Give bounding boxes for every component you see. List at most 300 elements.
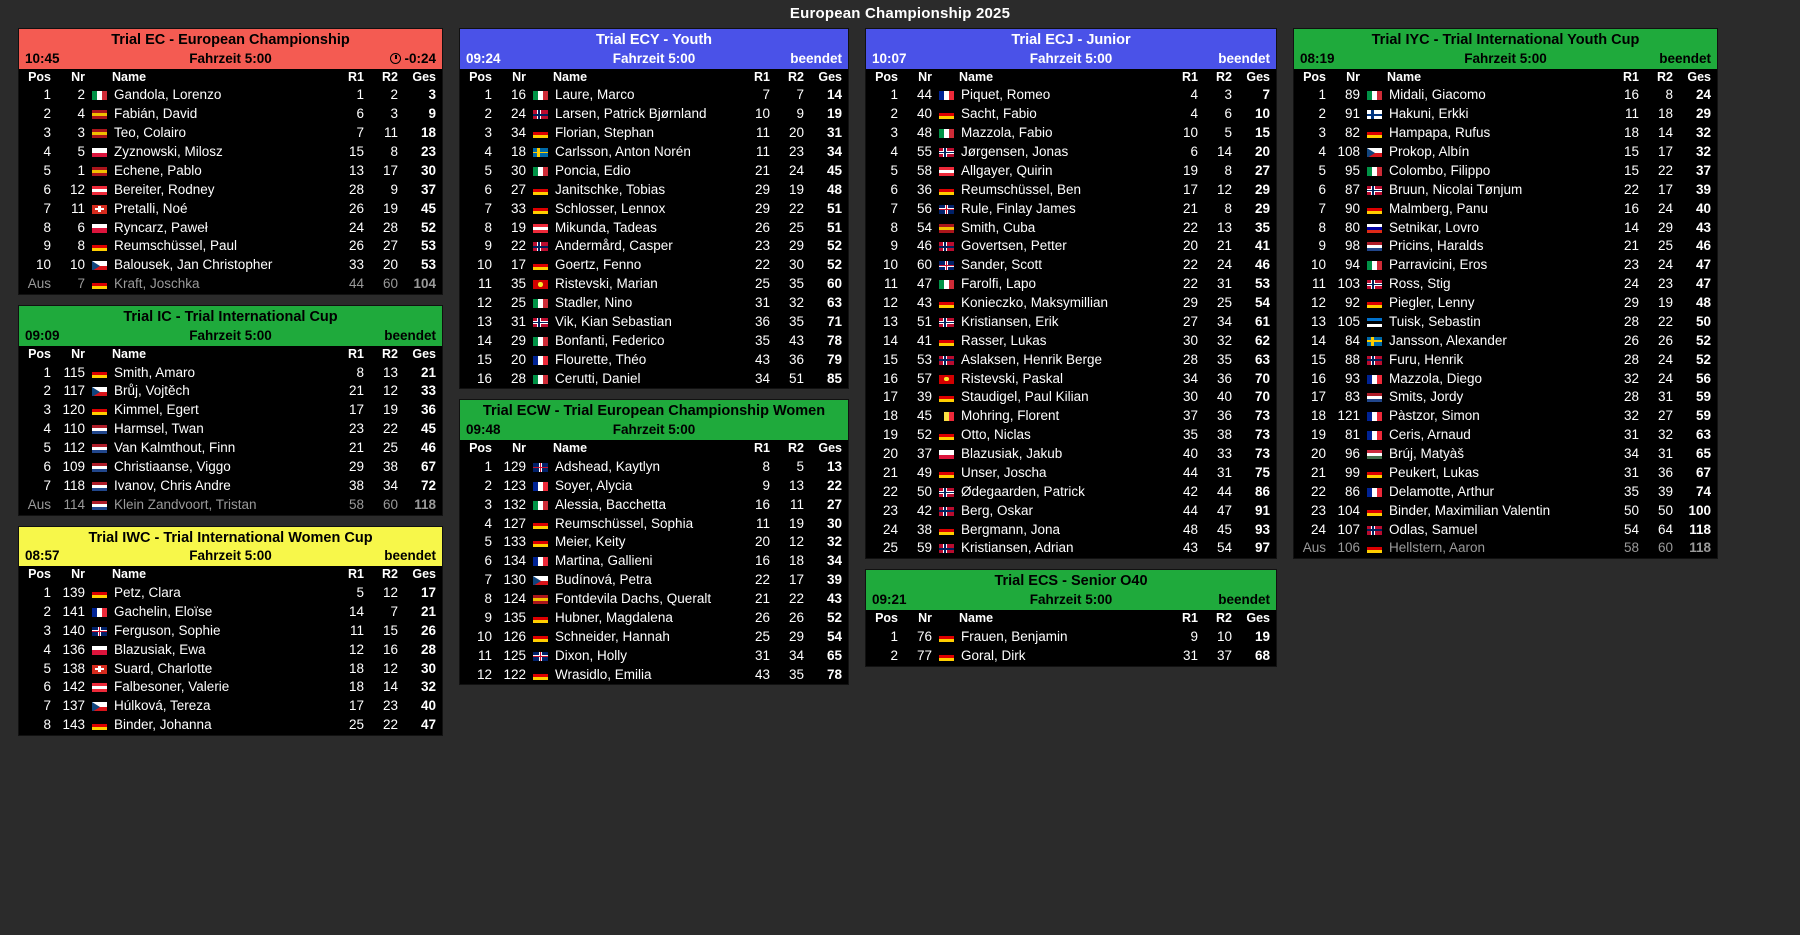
cell-name: Ceris, Arnaud [1389, 427, 1471, 443]
table-row [19, 439, 442, 458]
cell-flag [89, 678, 110, 697]
cell-nr: 143 [62, 717, 85, 733]
cell-nr: 59 [916, 540, 932, 556]
cell-nr: 104 [1337, 502, 1360, 518]
col-header-r2: R2 [382, 346, 398, 361]
flag-icon-fin [1366, 109, 1383, 120]
flag-icon-ger [91, 720, 108, 731]
flag-icon-ita [532, 166, 549, 177]
col-header-r2: R2 [382, 567, 398, 582]
start-time: 09:24 [466, 50, 501, 66]
cell-name: Govertsen, Petter [961, 238, 1067, 254]
panel-trial-ec [18, 28, 443, 295]
cell-r2: 60 [1657, 540, 1673, 556]
cell-nr: 35 [510, 276, 526, 292]
cell-r2: 7 [390, 603, 398, 619]
cell-name: Brúj, Matyàš [1389, 446, 1465, 462]
cell-name: Budínová, Petra [555, 572, 652, 588]
cell-pos: 3 [484, 125, 492, 141]
cell-r1: 31 [754, 295, 770, 311]
cell-ges: 60 [826, 276, 842, 292]
cell-ges: 26 [420, 622, 436, 638]
cell-name: Klein Zandvoort, Tristan [114, 496, 257, 512]
panel-title: Trial EC - European Championship [111, 32, 350, 48]
flag-icon-fra [532, 481, 549, 492]
cell-r1: 16 [754, 553, 770, 569]
cell-pos: 2 [1318, 106, 1326, 122]
cell-flag [936, 539, 957, 558]
cell-flag [530, 143, 551, 162]
table-row [460, 666, 848, 685]
cell-r1: 21 [1623, 238, 1639, 254]
col-header-r1: R1 [754, 441, 770, 456]
cell-flag [936, 200, 957, 219]
cell-r2: 37 [1216, 647, 1232, 663]
cell-flag [530, 458, 551, 477]
cell-name: Echene, Pablo [114, 162, 202, 178]
cell-ges: 21 [420, 364, 436, 380]
cell-r2: 22 [788, 200, 804, 216]
table-row [460, 370, 848, 389]
flag-icon-aut [938, 166, 955, 177]
cell-name: Colombo, Filippo [1389, 162, 1491, 178]
cell-r2: 34 [1216, 313, 1232, 329]
cell-r1: 35 [1182, 427, 1198, 443]
cell-r2: 36 [1216, 370, 1232, 386]
table-header-row [866, 69, 1276, 87]
cell-nr: 76 [916, 628, 932, 644]
cell-r1: 21 [1182, 200, 1198, 216]
col-header-ges: Ges [412, 567, 436, 582]
cell-r2: 19 [382, 200, 398, 216]
col-header-r2: R2 [382, 69, 398, 84]
cell-flag [89, 622, 110, 641]
cell-pos: 8 [43, 219, 51, 235]
cell-ges: 61 [1254, 313, 1270, 329]
cell-flag [89, 219, 110, 238]
cell-r2: 34 [788, 647, 804, 663]
cell-pos: 5 [43, 162, 51, 178]
col-header-name: Name [112, 346, 147, 361]
cell-nr: 55 [916, 144, 932, 160]
cell-r1: 11 [349, 622, 364, 638]
table-row [866, 483, 1276, 502]
cell-r1: 23 [754, 238, 770, 254]
cell-pos: 12 [476, 666, 492, 682]
cell-flag [1364, 275, 1385, 294]
flag-icon-fra [532, 556, 549, 567]
flag-icon-aut [91, 682, 108, 693]
cell-pos: 4 [484, 144, 492, 160]
results-table [866, 610, 1276, 665]
table-row [1294, 464, 1717, 483]
col-header-pos: Pos [469, 69, 492, 84]
results-table [19, 566, 442, 735]
cell-nr: 46 [916, 238, 932, 254]
table-row [460, 628, 848, 647]
flag-icon-fra [1366, 487, 1383, 498]
table-row [460, 219, 848, 238]
flag-icon-ita [1366, 260, 1383, 271]
cell-flag [89, 124, 110, 143]
cell-ges: 43 [1695, 219, 1711, 235]
cell-r1: 26 [754, 219, 770, 235]
cell-r2: 35 [788, 276, 804, 292]
cell-nr: 80 [1344, 219, 1360, 235]
cell-flag [936, 105, 957, 124]
cell-ges: 63 [1695, 427, 1711, 443]
table-row [1294, 426, 1717, 445]
cell-flag [1364, 521, 1385, 540]
cell-pos: 18 [882, 408, 898, 424]
flag-icon-nor [938, 543, 955, 554]
cell-name: Larsen, Patrick Bjørnland [555, 106, 707, 122]
cell-flag [530, 590, 551, 609]
cell-pos: 19 [882, 427, 898, 443]
flag-icon-gbr [91, 626, 108, 637]
cell-ges: 53 [420, 257, 436, 273]
cell-nr: 17 [510, 257, 526, 273]
cell-r1: 26 [348, 238, 364, 254]
col-header-ges: Ges [818, 441, 842, 456]
flag-icon-ned [1366, 392, 1383, 403]
cell-r2: 3 [1224, 87, 1232, 103]
col-header-r2: R2 [1216, 611, 1232, 626]
cell-ges: 29 [1695, 106, 1711, 122]
cell-nr: 47 [916, 276, 932, 292]
results-board [0, 28, 1800, 736]
cell-pos: 6 [484, 553, 492, 569]
table-row [460, 332, 848, 351]
cell-name: Schneider, Hannah [555, 628, 670, 644]
flag-icon-ita [532, 500, 549, 511]
cell-r2: 23 [382, 698, 398, 714]
cell-ges: 28 [420, 641, 436, 657]
cell-flag [936, 143, 957, 162]
cell-nr: 41 [916, 332, 932, 348]
flag-icon-ita [938, 279, 955, 290]
cell-r2: 35 [1216, 351, 1232, 367]
cell-ges: 73 [1254, 427, 1270, 443]
cell-ges: 71 [826, 313, 842, 329]
cell-nr: 48 [916, 125, 932, 141]
cell-r1: 33 [348, 257, 364, 273]
cell-name: Christiaanse, Viggo [114, 458, 231, 474]
cell-name: Petz, Clara [114, 585, 181, 601]
cell-pos: 24 [1310, 521, 1326, 537]
cell-r2: 19 [788, 181, 804, 197]
cell-pos: 2 [43, 383, 51, 399]
cell-pos: 13 [882, 313, 898, 329]
cell-name: Tuisk, Sebastin [1389, 313, 1481, 329]
flag-icon-fra [1366, 374, 1383, 385]
cell-pos: 20 [882, 446, 898, 462]
cell-r1: 17 [348, 402, 364, 418]
panel-slot-trial-ic [18, 305, 443, 515]
cell-r2: 8 [1224, 162, 1232, 178]
start-time: 09:48 [466, 422, 501, 438]
cell-ges: 47 [420, 717, 436, 733]
cell-ges: 40 [1695, 200, 1711, 216]
col-header-name: Name [959, 69, 994, 84]
cell-name: Konieczko, Maksymillian [961, 295, 1109, 311]
cell-pos: 7 [890, 200, 898, 216]
cell-nr: 133 [503, 534, 526, 550]
cell-flag [530, 219, 551, 238]
status-text: beendet [384, 548, 436, 564]
flag-icon-fra [938, 90, 955, 101]
cell-r1: 26 [1623, 332, 1639, 348]
cell-r1: 32 [1623, 408, 1639, 424]
col-header-name: Name [553, 441, 588, 456]
cell-pos: 14 [1310, 332, 1326, 348]
cell-pos: 19 [1310, 427, 1326, 443]
cell-nr: 58 [916, 162, 932, 178]
cell-r2: 11 [383, 125, 398, 141]
cell-r2: 40 [1216, 389, 1232, 405]
cell-ges: 35 [1254, 219, 1270, 235]
table-row [460, 275, 848, 294]
cell-ges: 27 [1254, 162, 1270, 178]
panel-slot-trial-ec [18, 28, 443, 295]
start-time: 10:07 [872, 50, 907, 66]
cell-ges: 52 [420, 219, 436, 235]
cell-r2: 36 [788, 351, 804, 367]
cell-ges: 19 [826, 106, 842, 122]
cell-ges: 118 [1689, 540, 1711, 556]
col-header-flag [89, 566, 110, 584]
table-row [866, 256, 1276, 275]
cell-ges: 46 [420, 440, 436, 456]
cell-flag [89, 256, 110, 275]
col-header-pos: Pos [469, 441, 492, 456]
cell-r2: 64 [1657, 521, 1673, 537]
cell-pos: 2 [43, 106, 51, 122]
cell-pos: 2 [890, 106, 898, 122]
status-text: beendet [384, 327, 436, 343]
column-4 [1293, 28, 1718, 559]
flag-icon-ger [91, 279, 108, 290]
cell-r1: 20 [1182, 238, 1198, 254]
cell-name: Bonfanti, Federico [555, 332, 665, 348]
cell-r1: 44 [348, 276, 364, 292]
cell-name: Ryncarz, Paweł [114, 219, 208, 235]
flag-icon-mkd [938, 374, 955, 385]
cell-pos: 10 [882, 257, 898, 273]
cell-pos: 20 [1310, 446, 1326, 462]
cell-flag [89, 660, 110, 679]
cell-r1: 21 [754, 162, 770, 178]
col-header-flag [1364, 69, 1385, 87]
cell-ges: 68 [1254, 647, 1270, 663]
cell-r1: 28 [1182, 351, 1198, 367]
cell-flag [1364, 445, 1385, 464]
cell-r2: 31 [1657, 446, 1673, 462]
cell-nr: 12 [69, 181, 85, 197]
cell-nr: 81 [1344, 427, 1360, 443]
cell-nr: 84 [1344, 332, 1360, 348]
table-header-row [1294, 69, 1717, 87]
table-row [460, 200, 848, 219]
col-header-ges: Ges [1246, 69, 1270, 84]
cell-flag [936, 181, 957, 200]
cell-ges: 73 [1254, 408, 1270, 424]
cell-ges: 78 [826, 332, 842, 348]
table-header-row [19, 346, 442, 364]
cell-flag [530, 496, 551, 515]
cell-flag [1364, 351, 1385, 370]
table-row [19, 364, 442, 383]
status-text: -0:24 [404, 50, 436, 66]
cell-ges: 97 [1254, 540, 1270, 556]
cell-ges: 30 [420, 162, 436, 178]
table-row [866, 521, 1276, 540]
cell-r1: 43 [1182, 540, 1198, 556]
col-header-name: Name [1387, 69, 1422, 84]
flag-icon-ger [938, 468, 955, 479]
flag-icon-ita [532, 374, 549, 385]
table-row [1294, 162, 1717, 181]
cell-pos: 12 [882, 295, 898, 311]
cell-pos: 3 [484, 496, 492, 512]
cell-r2: 12 [1216, 181, 1232, 197]
cell-name: Odlas, Samuel [1389, 521, 1478, 537]
cell-r2: 18 [788, 553, 804, 569]
table-row [1294, 351, 1717, 370]
cell-ges: 10 [1254, 106, 1270, 122]
table-row [1294, 181, 1717, 200]
cell-nr: 53 [916, 351, 932, 367]
cell-name: Hubner, Magdalena [555, 609, 673, 625]
table-row [1294, 219, 1717, 238]
cell-r2: 21 [1216, 238, 1232, 254]
cell-flag [530, 275, 551, 294]
cell-name: Hampapa, Rufus [1389, 125, 1491, 141]
cell-pos: 1 [1318, 87, 1326, 103]
cell-nr: 120 [62, 402, 85, 418]
flag-icon-cze [532, 575, 549, 586]
table-row [866, 86, 1276, 105]
cell-r2: 14 [1216, 144, 1232, 160]
cell-r2: 14 [382, 679, 398, 695]
cell-name: Reumschüssel, Sophia [555, 515, 694, 531]
cell-pos: 21 [1310, 464, 1326, 480]
cell-nr: 29 [510, 332, 526, 348]
flag-icon-cze [91, 260, 108, 271]
cell-ges: 63 [826, 295, 842, 311]
table-row [19, 697, 442, 716]
cell-pos: 6 [890, 181, 898, 197]
cell-flag [936, 124, 957, 143]
cell-r1: 24 [1623, 276, 1639, 292]
cell-r2: 38 [1216, 427, 1232, 443]
cell-flag [936, 426, 957, 445]
table-row [19, 256, 442, 275]
cell-pos: 5 [43, 660, 51, 676]
col-header-nr: Nr [71, 69, 85, 84]
cell-r1: 31 [1623, 464, 1639, 480]
cell-nr: 112 [63, 440, 85, 456]
cell-nr: 60 [916, 257, 932, 273]
cell-r1: 11 [755, 125, 770, 141]
cell-r1: 25 [754, 628, 770, 644]
cell-name: Parravicini, Eros [1389, 257, 1488, 273]
cell-r2: 44 [1216, 483, 1232, 499]
cell-pos: 7 [484, 200, 492, 216]
cell-flag [89, 162, 110, 181]
cell-r2: 25 [1657, 238, 1673, 254]
cell-r2: 10 [1216, 628, 1232, 644]
cell-flag [1364, 105, 1385, 124]
cell-r1: 26 [348, 200, 364, 216]
cell-ges: 104 [413, 276, 436, 292]
cell-flag [936, 502, 957, 521]
cell-pos: 8 [43, 717, 51, 733]
cell-pos: 4 [43, 144, 51, 160]
cell-nr: 129 [503, 458, 526, 474]
cell-ges: 39 [1695, 181, 1711, 197]
cell-r2: 24 [1216, 257, 1232, 273]
cell-name: Kristiansen, Adrian [961, 540, 1074, 556]
flag-icon-ger [532, 519, 549, 530]
cell-r1: 34 [1623, 446, 1639, 462]
flag-icon-ger [532, 185, 549, 196]
table-row [460, 143, 848, 162]
flag-icon-nor [938, 317, 955, 328]
cell-r2: 27 [1657, 408, 1673, 424]
cell-pos: 10 [476, 628, 492, 644]
cell-name: Bergmann, Jona [961, 521, 1061, 537]
flag-icon-fra [532, 355, 549, 366]
col-header-ges: Ges [1687, 69, 1711, 84]
cell-name: Dixon, Holly [555, 647, 628, 663]
flag-icon-sui [91, 664, 108, 675]
cell-r2: 24 [1657, 351, 1673, 367]
cell-r2: 13 [788, 477, 804, 493]
cell-pos: 4 [890, 144, 898, 160]
panel-slot-trial-iyc [1293, 28, 1718, 559]
cell-ges: 118 [414, 496, 436, 512]
cell-flag [89, 477, 110, 496]
cell-r1: 14 [1623, 219, 1639, 235]
flag-icon-ned [91, 443, 108, 454]
cell-ges: 67 [1695, 464, 1711, 480]
cell-name: Carlsson, Anton Norén [555, 144, 691, 160]
table-row [866, 275, 1276, 294]
cell-r1: 9 [762, 477, 770, 493]
panel-subheader [1294, 51, 1717, 69]
cell-name: Pàstzor, Simon [1389, 408, 1480, 424]
table-row [460, 313, 848, 332]
col-header-nr: Nr [512, 441, 526, 456]
table-row [19, 678, 442, 697]
cell-r1: 58 [348, 496, 364, 512]
cell-ges: 24 [1695, 87, 1711, 103]
cell-ges: 9 [428, 106, 436, 122]
cell-name: Midali, Giacomo [1389, 87, 1486, 103]
status-badge [329, 548, 436, 564]
col-header-name: Name [553, 69, 588, 84]
cell-r1: 29 [1182, 295, 1198, 311]
cell-pos: 7 [43, 698, 51, 714]
cell-r2: 7 [796, 87, 804, 103]
flag-icon-esp [91, 109, 108, 120]
panel-title: Trial IYC - Trial International Youth Cup [1371, 32, 1640, 48]
cell-r1: 28 [348, 181, 364, 197]
cell-r1: 6 [1190, 144, 1198, 160]
cell-flag [530, 571, 551, 590]
cell-flag [89, 584, 110, 603]
